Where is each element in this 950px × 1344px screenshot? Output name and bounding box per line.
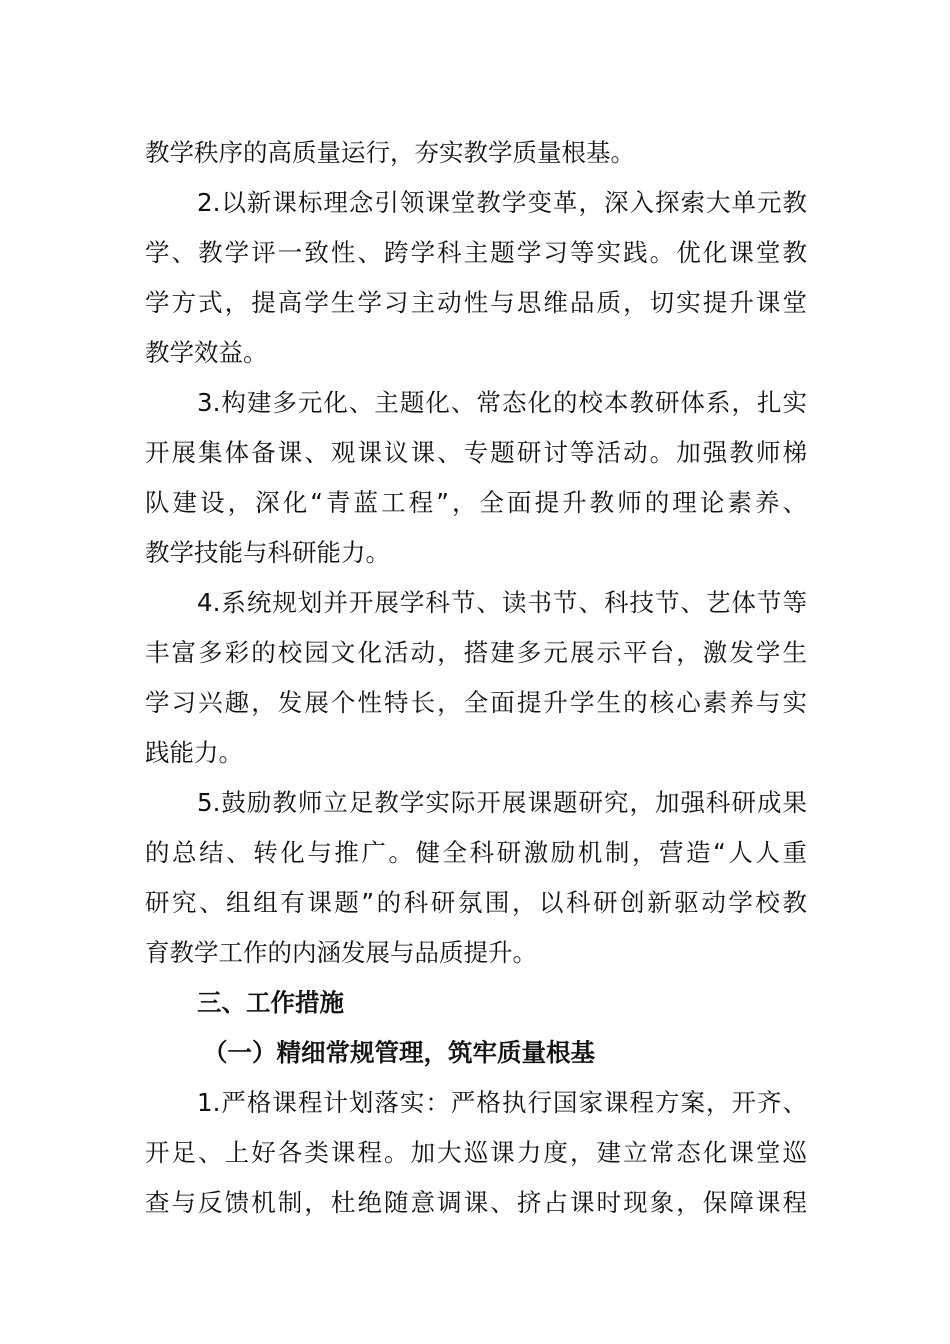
text-line: 学、教学评一致性、跨学科主题学习等实践。优化课堂教 (145, 238, 807, 267)
text-line: 学习兴趣，发展个性特长，全面提升学生的核心素养与实 (145, 688, 807, 717)
paragraph-start: 3.构建多元化、主题化、常态化的校本教研体系，扎实 (197, 388, 807, 417)
text-line: 研究、组组有课题”的科研氛围，以科研创新驱动学校教 (145, 888, 807, 917)
text-line: 教学效益。 (145, 338, 268, 367)
text-line: 丰富多彩的校园文化活动，搭建多元展示平台，激发学生 (145, 638, 807, 667)
document-page (145, 128, 807, 1228)
text-line: 开足、上好各类课程。加大巡课力度，建立常态化课堂巡 (145, 1138, 807, 1167)
text-line: 队建设，深化“青蓝工程”，全面提升教师的理论素养、 (145, 488, 807, 517)
paragraph-start: 1.严格课程计划落实：严格执行国家课程方案，开齐、 (197, 1088, 807, 1117)
paragraph-start: 2.以新课标理念引领课堂教学变革，深入探索大单元教 (197, 188, 807, 217)
text-line: 查与反馈机制，杜绝随意调课、挤占课时现象，保障课程 (145, 1188, 807, 1217)
text-line: 的总结、转化与推广。健全科研激励机制，营造“人人重 (145, 838, 807, 867)
text-line: 育教学工作的内涵发展与品质提升。 (145, 938, 537, 967)
text-line: 教学秩序的高质量运行，夯实教学质量根基。 (145, 138, 635, 167)
subsection-heading: （一）精细常规管理，筑牢质量根基 (203, 1038, 595, 1067)
text-line: 学方式，提高学生学习主动性与思维品质，切实提升课堂 (145, 288, 807, 317)
text-line: 践能力。 (145, 738, 243, 767)
paragraph-start: 5.鼓励教师立足教学实际开展课题研究，加强科研成果 (197, 788, 807, 817)
section-heading: 三、工作措施 (197, 988, 344, 1017)
paragraph-start: 4.系统规划并开展学科节、读书节、科技节、艺体节等 (197, 588, 807, 617)
text-line: 开展集体备课、观课议课、专题研讨等活动。加强教师梯 (145, 438, 807, 467)
text-line: 教学技能与科研能力。 (145, 538, 390, 567)
